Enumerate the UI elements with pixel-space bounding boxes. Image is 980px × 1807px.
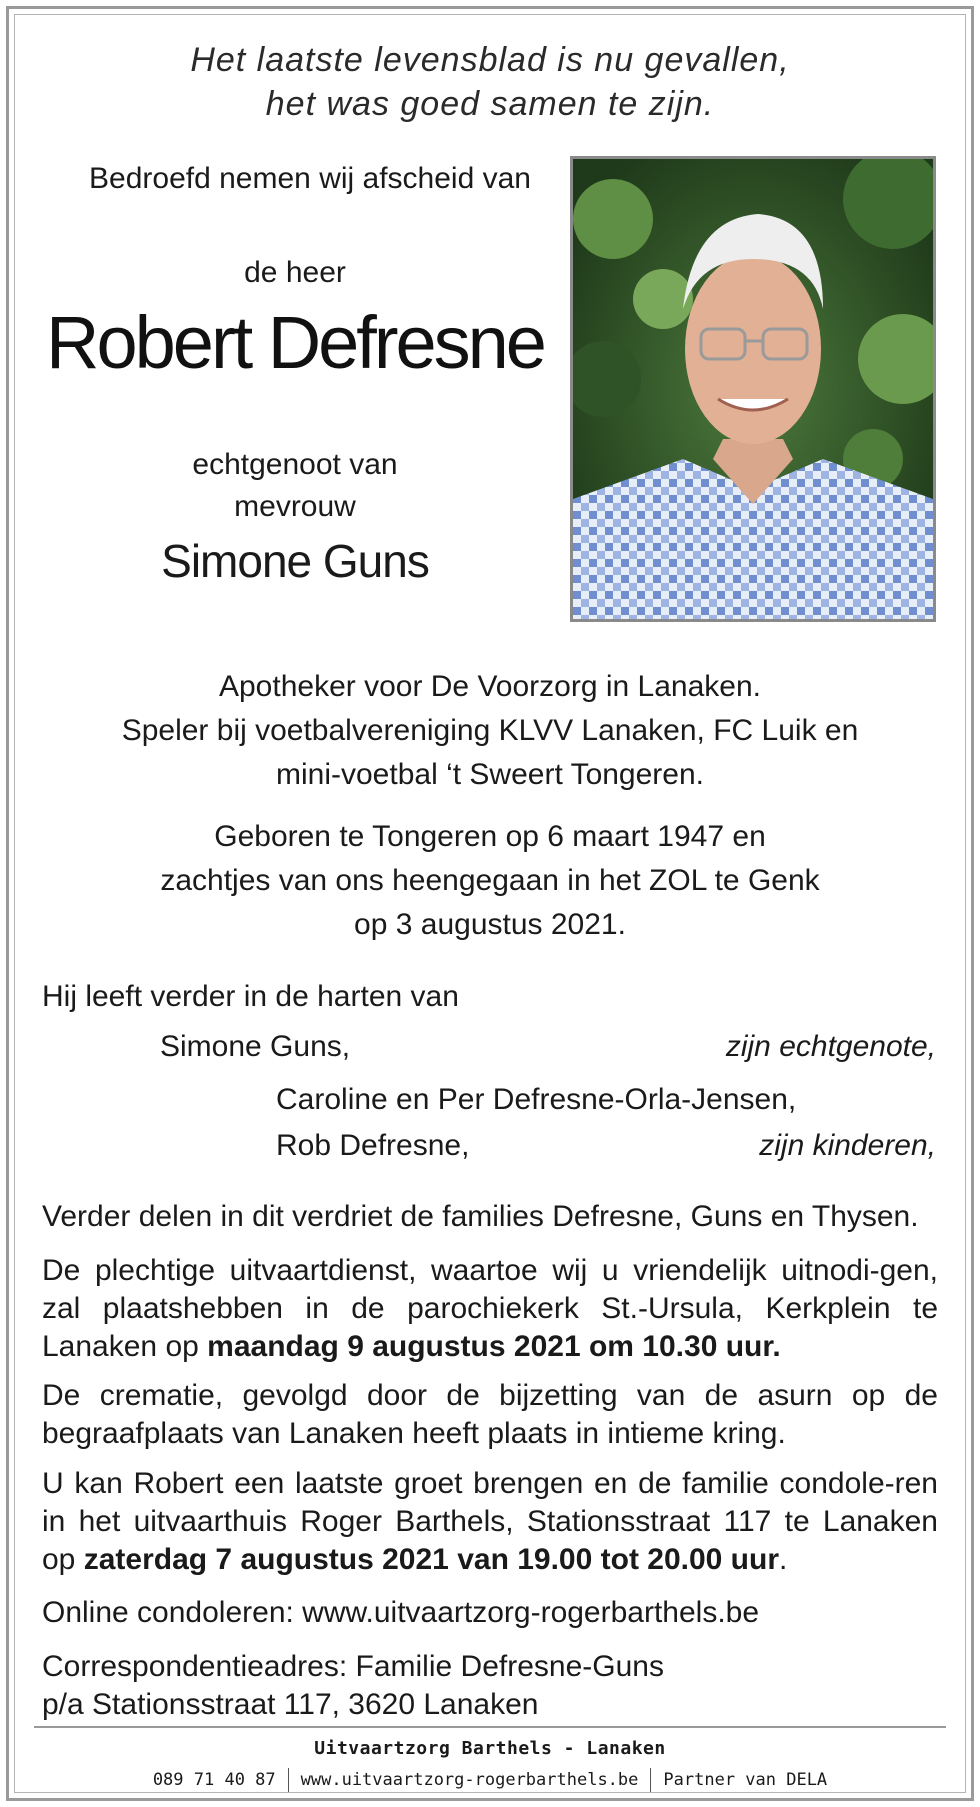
online-condolences: Online condoleren: www.uitvaartzorg-rogerbarthels.be bbox=[42, 1596, 760, 1629]
title-text: de heer bbox=[244, 256, 346, 289]
relative-row-child-2 bbox=[276, 1129, 936, 1169]
poem-line-2: het was goed samen te zijn. bbox=[265, 85, 715, 123]
families-line: Verder delen in dit verdriet de families Defresne, Guns en Thysen. bbox=[42, 1200, 919, 1233]
footer-info bbox=[34, 1768, 946, 1792]
bio-line-1: Apotheker voor De Voorzorg in Lanaken. bbox=[218, 670, 761, 703]
correspondence-line-2: p/a Stationsstraat 117, 3620 Lanaken bbox=[42, 1688, 539, 1721]
footer-separator bbox=[288, 1768, 289, 1792]
poem-line-1: Het laatste levensblad is nu gevallen, bbox=[190, 41, 790, 79]
relative-spouse-name: Simone Guns, bbox=[160, 1030, 351, 1063]
portrait-photo bbox=[570, 156, 936, 622]
bio-line-2: Speler bij voetbalvereniging KLVV Lanaken, FC Luik en bbox=[121, 714, 859, 747]
spouse-line-1: echtgenoot van bbox=[192, 448, 398, 481]
relative-children-role: zijn kinderen, bbox=[759, 1129, 936, 1162]
biography bbox=[60, 665, 920, 797]
spouse-name: Simone Guns bbox=[161, 535, 429, 587]
correspondence-address bbox=[42, 1648, 938, 1724]
birth-death-info bbox=[60, 815, 920, 947]
intro-text: Bedroefd nemen wij afscheid van bbox=[89, 162, 531, 195]
footer-phone: 089 71 40 87 bbox=[152, 1770, 276, 1790]
born-line-1: Geboren te Tongeren op 6 maart 1947 en bbox=[214, 820, 766, 853]
footer-partner: Partner van DELA bbox=[663, 1770, 828, 1790]
born-line-3: op 3 augustus 2021. bbox=[354, 908, 626, 941]
relative-child-1: Caroline en Per Defresne-Orla-Jensen, bbox=[276, 1083, 797, 1116]
footer-title: Uitvaartzorg Barthels - Lanaken bbox=[314, 1738, 666, 1759]
visitation-date: zaterdag 7 augustus 2021 van 19.00 tot 20.00 uur bbox=[83, 1543, 780, 1576]
service-date: maandag 9 augustus 2021 om 10.30 uur. bbox=[207, 1330, 781, 1363]
visitation-text: U kan Robert een laatste groet brengen en de familie condole-ren in het uitvaarthuis Roger Barthels, Stationsstraat 117 te Lanaken op bbox=[42, 1467, 938, 1576]
relative-spouse-role: zijn echtgenote, bbox=[725, 1030, 936, 1063]
service-text: De plechtige uitvaartdienst, waartoe wij u vriendelijk uitnodi-gen, zal plaatshebben in de parochiekerk St.-Ursula, Kerkplein te Lanaken op bbox=[42, 1254, 938, 1363]
poem bbox=[60, 38, 920, 126]
family-intro: Hij leeft verder in de harten van bbox=[42, 980, 459, 1013]
footer-divider bbox=[34, 1726, 946, 1728]
spouse-intro bbox=[40, 444, 550, 528]
visitation-end: . bbox=[779, 1543, 788, 1576]
spouse-line-2: mevrouw bbox=[234, 490, 356, 523]
footer-website: www.uitvaartzorg-rogerbarthels.be bbox=[300, 1770, 639, 1790]
deceased-name: Robert Defresne bbox=[46, 301, 544, 384]
born-line-2: zachtjes van ons heengegaan in het ZOL te Genk bbox=[160, 864, 820, 897]
correspondence-line-1: Correspondentieadres: Familie Defresne-Guns bbox=[42, 1650, 664, 1683]
relative-row-spouse bbox=[160, 1030, 936, 1070]
bio-line-3: mini-voetbal ‘t Sweert Tongeren. bbox=[276, 758, 704, 791]
service-paragraph bbox=[42, 1252, 938, 1366]
visitation-paragraph bbox=[42, 1465, 938, 1579]
cremation-paragraph: De crematie, gevolgd door de bijzetting van de asurn op de begraafplaats van Lanaken heeft plaats in intieme kring. bbox=[42, 1379, 938, 1450]
footer-separator bbox=[650, 1768, 651, 1792]
relative-row-child-1 bbox=[276, 1083, 936, 1123]
relative-child-2: Rob Defresne, bbox=[276, 1129, 470, 1162]
